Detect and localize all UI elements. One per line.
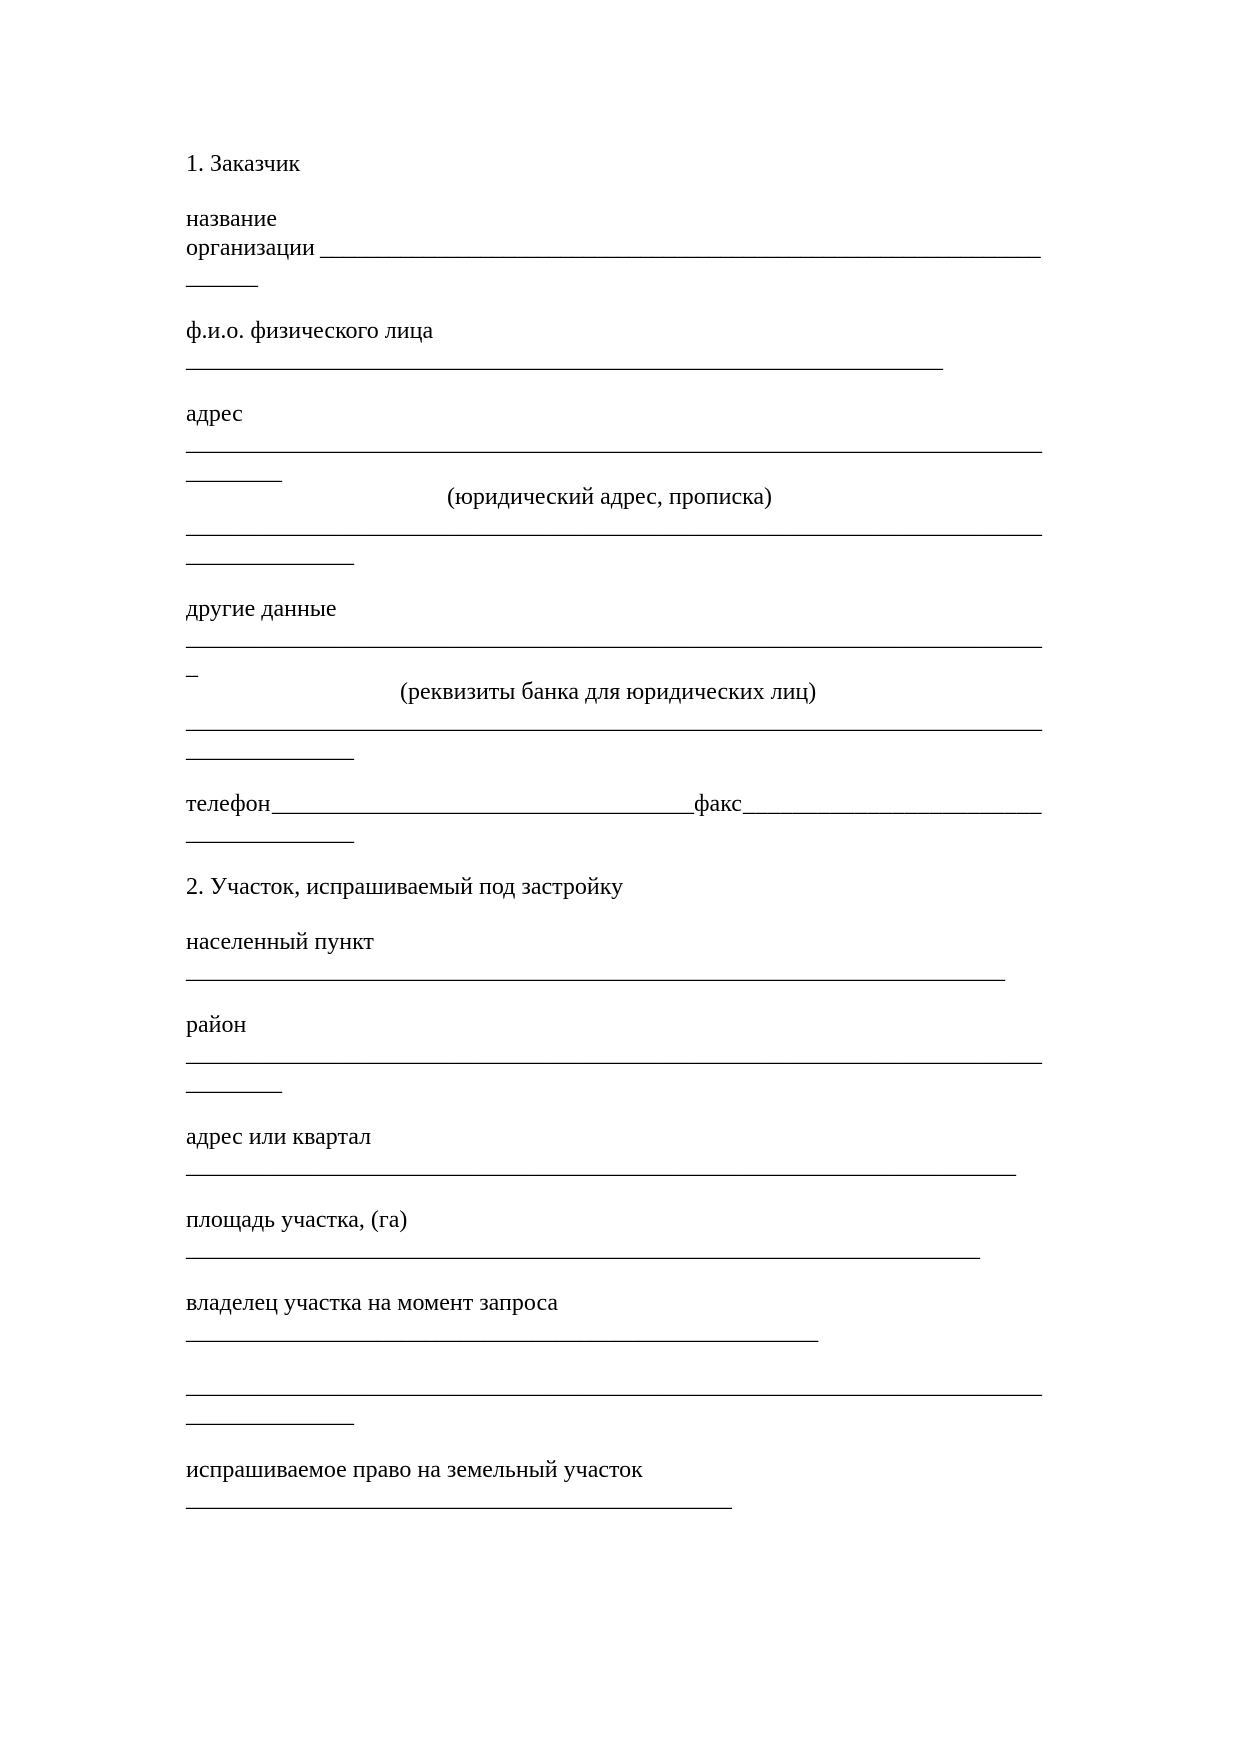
owner-blank-2-cont[interactable]: ______________ [186, 1402, 354, 1428]
address-hint: (юридический адрес, прописка) [447, 484, 773, 510]
phone-fax-blank-cont[interactable]: ______________ [186, 820, 354, 846]
org-name-blank[interactable]: _______________________________________________________________ [320, 235, 1041, 261]
other-data-blank[interactable]: _______________________________________________________________________ [186, 625, 1042, 651]
bank-details-hint: (реквизиты банка для юридических лиц) [400, 679, 817, 705]
quarter-blank[interactable]: _____________________________________________________________________ [186, 1153, 1016, 1179]
address-blank-2-cont[interactable]: ______________ [186, 542, 354, 568]
fax-label: факс [694, 791, 742, 817]
address-blank-2[interactable]: _______________________________________________________________________ [186, 513, 1042, 539]
org-name-label-cont: организации [186, 235, 315, 261]
other-data-blank-cont[interactable]: _ [186, 654, 198, 680]
org-name-blank-cont[interactable]: ______ [186, 264, 258, 290]
fio-label: ф.и.о. физического лица [186, 318, 434, 344]
owner-blank-2[interactable]: _______________________________________________________________________ [186, 1373, 1042, 1399]
area-blank[interactable]: __________________________________________________________________ [186, 1236, 980, 1262]
locality-blank[interactable]: ____________________________________________________________________ [186, 958, 1005, 984]
fio-blank[interactable]: _______________________________________________________________ [186, 347, 943, 373]
address-blank[interactable]: _______________________________________________________________________ [186, 430, 1042, 456]
section-2-heading: 2. Участок, испрашиваемый под застройку [186, 874, 624, 900]
fax-blank[interactable]: ________________________ [743, 791, 1042, 817]
phone-label: телефон [186, 791, 271, 817]
address-label: адрес [186, 401, 243, 427]
locality-label: населенный пункт [186, 929, 374, 955]
district-label: район [186, 1012, 247, 1038]
other-data-blank-2[interactable]: _______________________________________________________________________ [186, 708, 1042, 734]
section-1-heading: 1. Заказчик [186, 151, 301, 177]
owner-label: владелец участка на момент запроса [186, 1290, 559, 1316]
quarter-label: адрес или квартал [186, 1124, 372, 1150]
district-blank-cont[interactable]: ________ [186, 1070, 282, 1096]
org-name-label: название [186, 206, 277, 232]
other-data-label: другие данные [186, 596, 337, 622]
district-blank[interactable]: _______________________________________________________________________ [186, 1041, 1042, 1067]
phone-blank[interactable]: ___________________________________ [272, 791, 694, 817]
area-label: площадь участка, (га) [186, 1207, 408, 1233]
owner-blank[interactable]: _____________________________________________________ [186, 1319, 819, 1345]
right-blank[interactable]: _____________________________________________ [186, 1486, 732, 1512]
address-blank-cont[interactable]: ________ [186, 459, 282, 485]
right-label: испрашиваемое право на земельный участок [186, 1457, 643, 1483]
other-data-blank-2-cont[interactable]: ______________ [186, 737, 354, 763]
